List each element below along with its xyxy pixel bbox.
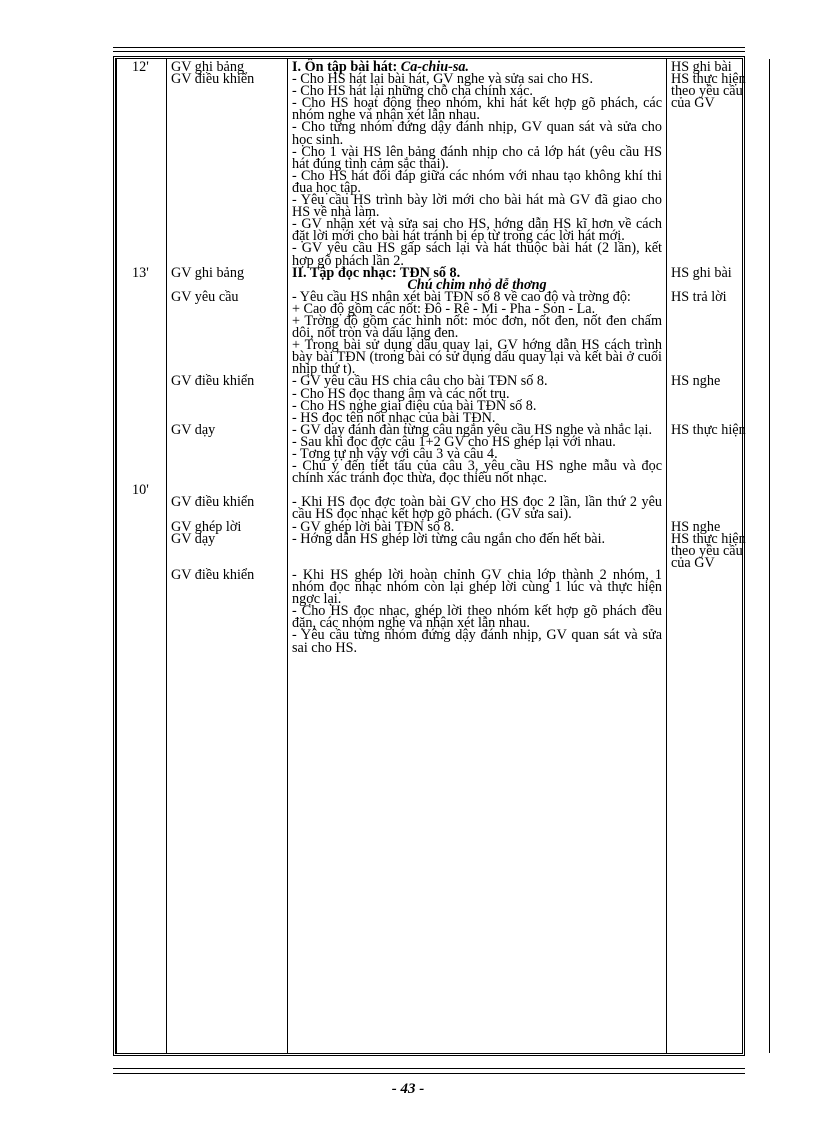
content-line: - GV dạy đánh đàn từng câu ngắn yêu cầu HS nghe và nhắc lại.	[292, 421, 653, 438]
table-row	[117, 569, 770, 654]
content-line: - Cho HS đọc nhạc, ghép lời theo nhóm kết hợp gõ phách đều đặn, các nhóm nghe và nhận xét lẫn nhau.	[292, 603, 662, 632]
student-activity-cell	[667, 375, 770, 423]
teacher-activity-cell	[167, 518, 288, 569]
content-cell	[288, 264, 667, 293]
footer-rule-thin	[113, 1073, 745, 1074]
section-heading-prefix: I. Ôn tập bài hát:	[292, 59, 401, 75]
content-line: - Cho 1 vài HS lên bảng đánh nhịp cho cả lớp hát (yêu cầu HS hát đúng tình cảm sắc thái).	[292, 143, 662, 172]
time-value: 13'	[132, 264, 149, 281]
teacher-activity: GV ghép lời	[171, 518, 242, 535]
page-number: - 43 -	[391, 1081, 425, 1097]
time-cell	[117, 291, 167, 376]
teacher-activity: GV dạy	[171, 530, 216, 547]
song-subtitle: Chú chim nhỏ dễ thơng	[407, 276, 547, 293]
content-line: - GV yêu cầu HS gấp sách lại và hát thuộc bài hát (2 lần), kết hợp gõ phách lần 2.	[292, 240, 662, 269]
content-line: + Cao độ gồm các nốt: Đô - Rê - Mi - Pha - Son - La.	[292, 300, 596, 317]
teacher-activity: GV dạy	[171, 421, 216, 438]
content-line: - Yêu cầu HS nhận xét bài TĐN số 8 về cao độ và trờng độ:	[292, 288, 631, 305]
table-row	[117, 424, 770, 497]
teacher-activity: GV điều khiển	[171, 494, 255, 511]
teacher-activity: GV yêu cầu	[171, 288, 239, 305]
student-activity: HS thực hiện theo yêu cầu của GV	[671, 71, 746, 112]
time-cell	[117, 521, 167, 569]
table-row	[117, 375, 770, 423]
content-line: - Chú ý đến tiết tấu của câu 3, yêu cầu HS nghe mẫu và đọc chính xác tránh đọc thừa, đọc thiếu nốt nhạc.	[292, 458, 662, 487]
content-line: - HS đọc tên nốt nhạc của bài TĐN.	[292, 409, 496, 426]
time-value: 12'	[132, 59, 149, 75]
content-line: - Cho HS nghe giai điệu của bài TĐN số 8.	[292, 397, 537, 414]
teacher-activity-cell	[167, 496, 288, 520]
spacer	[132, 424, 162, 436]
student-activity-cell	[667, 496, 770, 520]
student-activity-cell	[667, 288, 770, 376]
song-title: Ca-chiu-sa.	[400, 59, 469, 75]
table-row	[117, 59, 770, 267]
content-line: - Cho HS hát lại bài hát, GV nghe và sửa sai cho HS.	[292, 71, 593, 88]
time-cell	[117, 375, 167, 423]
student-activity: HS thực hiện theo yêu cầu của GV	[671, 530, 746, 571]
teacher-activity: GV ghi bảng	[171, 264, 245, 281]
content-line: - Cho từng nhóm đứng dậy đánh nhịp, GV quan sát và sửa cho học sinh.	[292, 119, 662, 148]
table-row	[117, 521, 770, 569]
content-line: - Cho HS hát lại những chỗ cha chính xác.	[292, 83, 533, 100]
time-value: 10'	[132, 482, 149, 499]
student-activity-cell	[667, 421, 770, 497]
teacher-activity: GV ghi bảng	[171, 59, 245, 75]
content-line: - Khi HS đọc đợc toàn bài GV cho HS đọc 2 lần, lần thứ 2 yêu cầu HS đọc nhạc kết hợp gõ phách. (GV sửa sai).	[292, 494, 662, 523]
header-rule-thick	[113, 47, 745, 48]
teacher-activity-cell	[167, 288, 288, 376]
teacher-activity-cell	[167, 421, 288, 497]
student-activity: HS ghi bài	[671, 264, 732, 281]
content-line: - GV yêu cầu HS chia câu cho bài TĐN số 8.	[292, 373, 548, 390]
content-cell	[288, 373, 667, 426]
time-cell	[117, 654, 167, 1053]
spacer	[132, 460, 162, 472]
content-cell	[288, 518, 667, 569]
teacher-activity-cell	[167, 654, 288, 1053]
section-heading: II. Tập đọc nhạc: TĐN số 8.	[292, 264, 461, 281]
student-activity-cell	[667, 264, 770, 291]
content-line: - Tơng tự nh vậy với câu 3 và câu 4.	[292, 446, 498, 462]
student-activity-cell	[667, 569, 770, 654]
student-activity: HS nghe	[671, 518, 721, 535]
time-cell	[117, 264, 167, 291]
table-row	[117, 654, 770, 1053]
teacher-activity-cell	[167, 264, 288, 291]
header-rule-thin	[113, 51, 745, 52]
content-line: - Khi HS ghép lời hoàn chỉnh GV chia lớp thành 2 nhóm, 1 nhóm đọc nhạc nhóm còn lại ghép lời cùng 1 lúc và thực hiện ngợc lại.	[292, 566, 662, 608]
content-line: + Trờng độ gồm các hình nốt: móc đơn, nốt đen, nốt đen chấm dôi, nốt tròn và dấu lặng đen.	[292, 312, 662, 342]
table-row	[117, 291, 770, 376]
content-cell	[288, 59, 667, 267]
content-cell	[288, 288, 667, 378]
content-cell	[288, 421, 667, 497]
teacher-activity: GV điều khiển	[171, 373, 255, 390]
student-activity: HS nghe	[671, 373, 721, 390]
teacher-activity-cell	[167, 375, 288, 423]
content-line: + Trong bài sử dụng dấu quay lại, GV hớng dẫn HS cách trình bày bài TĐN (trong bài có sử dụng dấu quay lại và kết bài ở cuối nhịp thứ t).	[292, 337, 662, 378]
content-cell	[288, 566, 667, 656]
teacher-activity: GV điều khiển	[171, 71, 255, 88]
student-activity: HS thực hiện	[671, 421, 746, 438]
content-cell	[288, 494, 667, 523]
teacher-activity: GV điều khiển	[171, 566, 255, 583]
content-line: - Hớng dẫn HS ghép lời từng câu ngắn cho đến hết bài.	[292, 530, 606, 547]
lesson-plan-table	[116, 59, 770, 1053]
content-line: - Cho HS hát đối đáp giữa các nhóm với nhau tạo không khí thi đua học tập.	[292, 167, 662, 196]
content-line: - GV ghép lời bài TĐN số 8.	[292, 518, 455, 535]
content-line: - Cho HS hoạt động theo nhóm, khi hát kết hợp gõ phách, các nhóm nghe và nhận xét lẫn nhau.	[292, 95, 662, 124]
teacher-activity-cell	[167, 59, 288, 267]
spacer	[132, 436, 162, 448]
content-line: - Yêu cầu HS trình bày lời mới cho bài hát mà GV đã giao cho HS về nhà làm.	[292, 192, 662, 221]
footer-rule-thick	[113, 1068, 745, 1069]
student-activity: HS ghi bài	[671, 59, 732, 75]
time-cell	[117, 569, 167, 654]
teacher-activity-cell	[167, 566, 288, 654]
time-cell	[117, 424, 167, 497]
time-cell	[117, 496, 167, 520]
student-activity-cell	[667, 59, 770, 267]
spacer	[132, 448, 162, 460]
table-row	[117, 496, 770, 520]
content-cell	[288, 654, 667, 1053]
content-line: - Sau khi đọc đợc câu 1+2 GV cho HS ghép lại với nhau.	[292, 433, 616, 450]
content-line: - Yêu cầu từng nhóm đứng dậy đánh nhịp, GV quan sát và sửa sai cho HS.	[292, 627, 662, 656]
content-line: - GV nhận xét và sửa sai cho HS, hớng dẫn HS kĩ hơn về cách đặt lời mới cho bài hát tránh bị ép từ trong các lời hát mới.	[292, 216, 662, 245]
student-activity: HS trả lời	[671, 288, 727, 305]
time-cell	[117, 59, 167, 267]
student-activity-cell	[667, 518, 770, 571]
content-line: - Cho HS đọc thang âm và các nốt trụ.	[292, 385, 510, 402]
student-activity-cell	[667, 654, 770, 1053]
table-row	[117, 267, 770, 291]
